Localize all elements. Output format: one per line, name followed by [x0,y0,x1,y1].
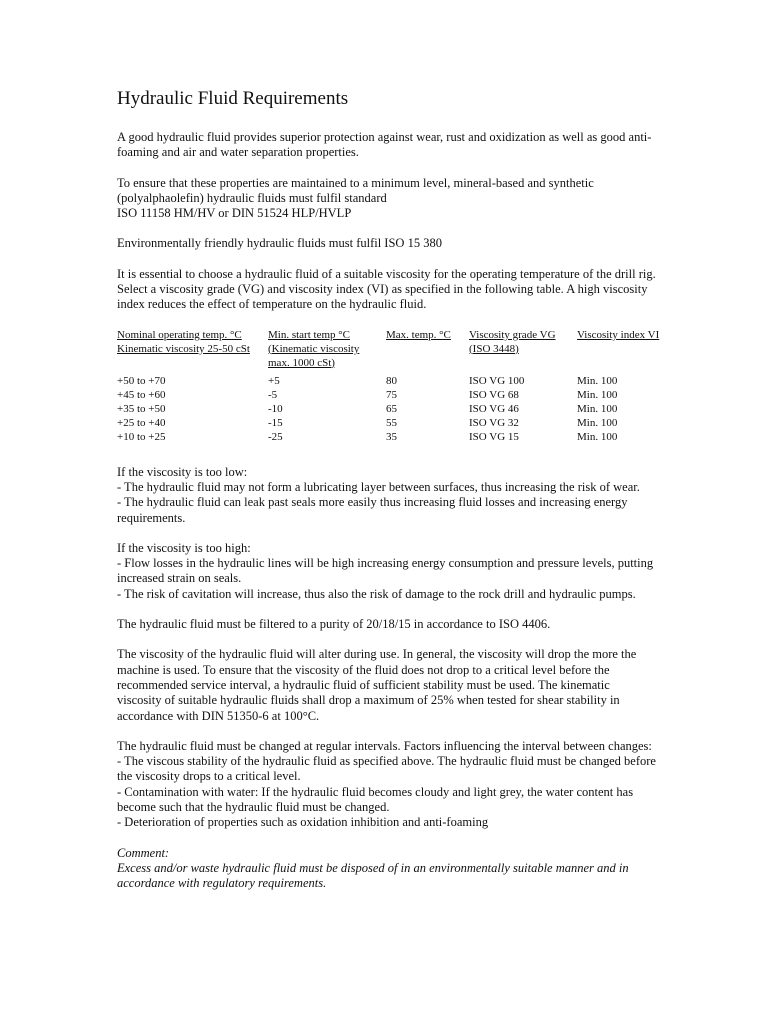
page-title: Hydraulic Fluid Requirements [117,88,349,109]
viscosity-alter-paragraph: The viscosity of the hydraulic fluid will alter during use. In general, the viscosity will drop the more the machine is used. To ensure that the viscosity of the fluid does not drop to a critical level before the recommended service interval, a hydraulic fluid of sufficient stability must be used. The kinematic viscosity of suitable hydraulic fluids shall drop a maximum of 25% when tested for shear stability in accordance with DIN 51350-6 at 100°C. [117,647,637,723]
table-cell: +10 to +25 [117,430,166,443]
table-cell: 35 [386,430,397,443]
too-low-item: - The hydraulic fluid may not form a lubricating layer between surfaces, thus increasing the risk of wear. [117,479,640,494]
table-cell: -25 [268,430,283,443]
table-header-viscosity-grade [469,328,556,356]
table-cell: ISO VG 100 [469,374,525,387]
table-cell: -15 [268,416,283,429]
standards-codes: ISO 11158 HM/HV or DIN 51524 HLP/HVLP [117,206,352,221]
table-cell: 65 [386,402,397,415]
table-header-start-temp [268,328,359,370]
table-cell: ISO VG 32 [469,416,519,429]
viscosity-table [117,328,677,453]
table-cell: -10 [268,402,283,415]
too-high-heading: If the viscosity is too high: [117,540,251,555]
filter-paragraph: The hydraulic fluid must be filtered to a purity of 20/18/15 in accordance to ISO 4406. [117,617,551,632]
comment-section [117,846,657,892]
table-header-max-temp [386,328,451,342]
header-line: Kinematic viscosity 25-50 cSt [117,342,250,355]
table-cell: 75 [386,388,397,401]
document-body [117,86,660,907]
header-line: (ISO 3448) [469,342,519,355]
header-line: Viscosity grade VG [469,328,556,341]
header-line: Min. start temp °C [268,328,351,341]
table-cell: Min. 100 [577,388,618,401]
table-header-viscosity-index [577,328,659,342]
too-low-section [117,465,657,526]
too-low-item: - The hydraulic fluid can leak past seals more easily thus increasing fluid losses and increasing energy requirements. [117,495,628,525]
change-item: - Contamination with water: If the hydraulic fluid becomes cloudy and light grey, the water content has become such that the hydraulic fluid must be changed. [117,784,634,815]
table-cell: Min. 100 [577,374,618,387]
comment-label: Comment: [117,845,170,860]
too-high-item: - The risk of cavitation will increase, thus also the risk of damage to the rock drill and hydraulic pumps. [117,586,636,601]
change-interval-section [117,739,657,831]
environment-paragraph: Environmentally friendly hydraulic fluids must fulfil ISO 15 380 [117,236,442,251]
table-cell: +50 to +70 [117,374,166,387]
change-heading: The hydraulic fluid must be changed at regular intervals. Factors influencing the interval between changes: [117,738,652,753]
change-item: - The viscous stability of the hydraulic fluid as specified above. The hydraulic fluid must be changed before the viscosity drops to a critical level. [117,754,656,784]
standards-paragraph [117,176,657,222]
header-line: Max. temp. °C [386,328,451,341]
table-cell: Min. 100 [577,402,618,415]
table-cell: 80 [386,374,397,387]
table-cell: -5 [268,388,278,401]
table-cell: +35 to +50 [117,402,166,415]
viscosity-intro-paragraph: It is essential to choose a hydraulic fluid of a suitable viscosity for the operating temperature of the drill rig. Select a viscosity grade (VG) and viscosity index (VI) as specified in the following table. A high viscosity index reduces the effect of temperature on the hydraulic fluid. [117,266,656,312]
header-line: Nominal operating temp. °C [117,328,242,341]
table-cell: ISO VG 68 [469,388,519,401]
intro-paragraph: A good hydraulic fluid provides superior protection against wear, rust and oxidization as well as good anti-foaming and air and water separation properties. [117,130,652,160]
header-line: Viscosity index VI [577,328,660,341]
table-header-operating-temp [117,328,250,356]
header-line: max. 1000 cSt) [268,356,335,369]
too-high-section [117,541,657,602]
table-cell: +5 [268,374,280,387]
change-item: - Deterioration of properties such as oxidation inhibition and anti-foaming [117,815,489,830]
table-cell: +45 to +60 [117,388,166,401]
table-cell: Min. 100 [577,430,618,443]
table-cell: Min. 100 [577,416,618,429]
too-high-item: - Flow losses in the hydraulic lines will be high increasing energy consumption and pressure levels, putting increased strain on seals. [117,556,654,586]
header-line: (Kinematic viscosity [268,342,360,355]
table-cell: ISO VG 46 [469,402,519,415]
table-cell: +25 to +40 [117,416,166,429]
too-low-heading: If the viscosity is too low: [117,464,248,479]
table-cell: ISO VG 15 [469,430,519,443]
standards-text: To ensure that these properties are maintained to a minimum level, mineral-based and synthetic (polyalphaolefin) hydraulic fluids must fulfil standard [117,175,594,205]
table-cell: 55 [386,416,397,429]
comment-text: Excess and/or waste hydraulic fluid must be disposed of in an environmentally suitable manner and in accordance with regulatory requirements. [117,860,629,891]
